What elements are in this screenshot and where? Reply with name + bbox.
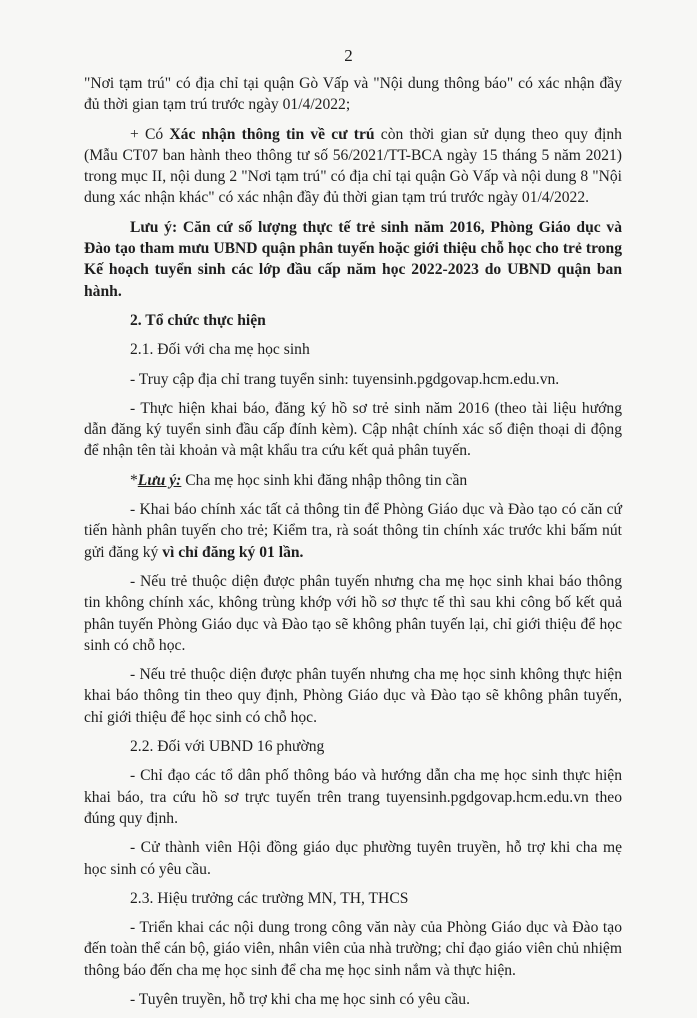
page-number: 2 [344,46,353,65]
parents-item-accurate [84,499,622,563]
document-body [84,73,622,1018]
paragraph-residence-confirmation [84,124,622,209]
principals-item-support: - Tuyên truyền, hỗ trợ khi cha mẹ học sinh có yêu cầu. [130,990,470,1008]
parents-item-not-declared: - Nếu trẻ thuộc diện được phân tuyến nhưng cha mẹ học sinh không thực hiện khai báo thông tin theo quy định, Phòng Giáo dục và Đào tạo sẽ không phân tuyến, chỉ giới thiệu để học sinh có chỗ học. [84,666,622,726]
paragraph-note: Lưu ý: Căn cứ số lượng thực tế trẻ sinh năm 2016, Phòng Giáo dục và Đào tạo tham mưu UBND quận phân tuyến hoặc giới thiệu chỗ học cho trẻ trong Kế hoạch tuyển sinh các lớp đầu cấp năm học 2022-2023 do UBND quận ban hành. [84,218,622,300]
note-label: Lưu ý: [137,471,182,489]
subsection-wards: 2.2. Đối với UBND 16 phường [130,738,325,756]
section-heading-implementation: 2. Tổ chức thực hiện [130,311,266,329]
parents-item-register: - Thực hiện khai báo, đăng ký hồ sơ trẻ sinh năm 2016 (theo tài liệu hướng dẫn đăng ký tuyển sinh đầu cấp đính kèm). Cập nhật chính xác số điện thoại di động để nhận tên tài khoản và mật khẩu tra cứu kết quả phân tuyến. [84,399,622,460]
note-star: * [130,471,138,489]
text-bold-once: vì chỉ đăng ký 01 lần. [162,543,304,561]
parents-item-access: - Truy cập địa chỉ trang tuyển sinh: tuyensinh.pgdgovap.hcm.edu.vn. [130,370,560,388]
note-text: Cha mẹ học sinh khi đăng nhập thông tin cần [181,471,468,489]
subsection-principals: 2.3. Hiệu trưởng các trường MN, TH, THCS [130,889,409,907]
text-prefix: + Có [130,125,170,143]
text-bold-term: Xác nhận thông tin về cư trú [169,125,375,143]
wards-item-support: - Cử thành viên Hội đồng giáo dục phường tuyên truyền, hỗ trợ khi cha mẹ học sinh có yêu cầu. [84,839,622,878]
principals-item-deploy: - Triển khai các nội dung trong công văn này của Phòng Giáo dục và Đào tạo đến toàn thể cán bộ, giáo viên, nhân viên của nhà trường; chỉ đạo giáo viên chủ nhiệm thông báo đến cha mẹ học sinh để cha mẹ học sinh nắm và thực hiện. [84,919,622,979]
text-rest: còn thời gian sử dụng theo quy định (Mẫu CT07 ban hành theo thông tư số 56/2021/TT-BCA ngày 15 tháng 5 năm 2021) trong mục II, nội dung 2 "Nơi tạm trú" có địa chỉ tại quận Gò Vấp và nội dung 8 "Nội dung xác nhận khác" có xác nhận đầy đủ thời gian tạm trú trước ngày 01/4/2022. [84,125,622,207]
parents-item-inaccurate: - Nếu trẻ thuộc diện được phân tuyến nhưng cha mẹ học sinh khai báo thông tin không chính xác, không trùng khớp với hồ sơ thực tế thì sau khi công bố kết quả phân tuyến Phòng Giáo dục và Đào tạo sẽ không phân tuyến lại, chỉ giới thiệu để học sinh có chỗ học. [84,572,622,654]
wards-item-direct: - Chỉ đạo các tổ dân phố thông báo và hướng dẫn cha mẹ học sinh thực hiện khai báo, tra cứu hồ sơ trực tuyến trên trang tuyensinh.pgdgovap.hcm.edu.vn theo đúng quy định. [84,767,622,827]
parents-note [84,470,622,491]
text-prefix: - Khai báo chính xác tất cả thông tin để Phòng Giáo dục và Đào tạo có căn cứ tiến hành phân tuyến cho trẻ; Kiểm tra, rà soát thông tin chính xác trước khi bấm nút gửi đăng ký [84,501,622,561]
paragraph-residence-notice: "Nơi tạm trú" có địa chỉ tại quận Gò Vấp và "Nội dung thông báo" có xác nhận đầy đủ thời gian tạm trú trước ngày 01/4/2022; [84,75,622,114]
subsection-parents: 2.1. Đối với cha mẹ học sinh [130,341,310,359]
